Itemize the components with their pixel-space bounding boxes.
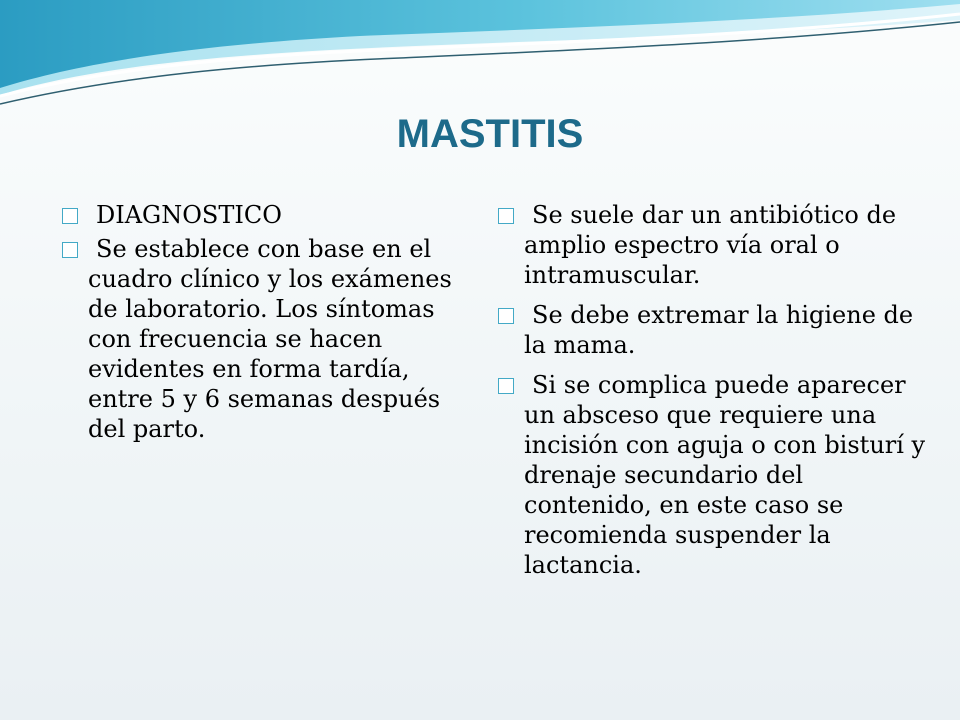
right-column	[498, 200, 928, 590]
square-bullet-icon	[62, 208, 78, 224]
square-bullet-icon	[498, 208, 514, 224]
list-item-text: Se suele dar un antibiótico de amplio espectro vía oral o intramuscular.	[524, 201, 897, 289]
list-item-text: Si se complica puede aparecer un absceso que requiere una incisión con aguja o con bisturí y drenaje secundario del contenido, en este caso se recomienda suspender la lactancia.	[524, 371, 926, 579]
list-item-diagnostico-detail	[62, 234, 472, 444]
slide-title: MASTITIS	[396, 112, 584, 156]
header-wave-decoration	[0, 0, 960, 110]
left-column	[62, 200, 472, 448]
wave-front	[0, 0, 960, 88]
square-bullet-icon	[498, 308, 514, 324]
list-item-antibiotico	[498, 200, 928, 290]
list-item-higiene	[498, 300, 928, 360]
square-bullet-icon	[498, 378, 514, 394]
list-item-diagnostico	[62, 200, 472, 230]
list-item-absceso	[498, 370, 928, 580]
list-item-text: Se debe extremar la higiene de la mama.	[524, 301, 914, 359]
list-item-text: DIAGNOSTICO	[96, 201, 282, 229]
square-bullet-icon	[62, 242, 78, 258]
list-item-text: Se establece con base en el cuadro clínico y los exámenes de laboratorio. Los síntomas con frecuencia se hacen evidentes en forma tardía, entre 5 y 6 semanas después del parto.	[88, 235, 452, 443]
